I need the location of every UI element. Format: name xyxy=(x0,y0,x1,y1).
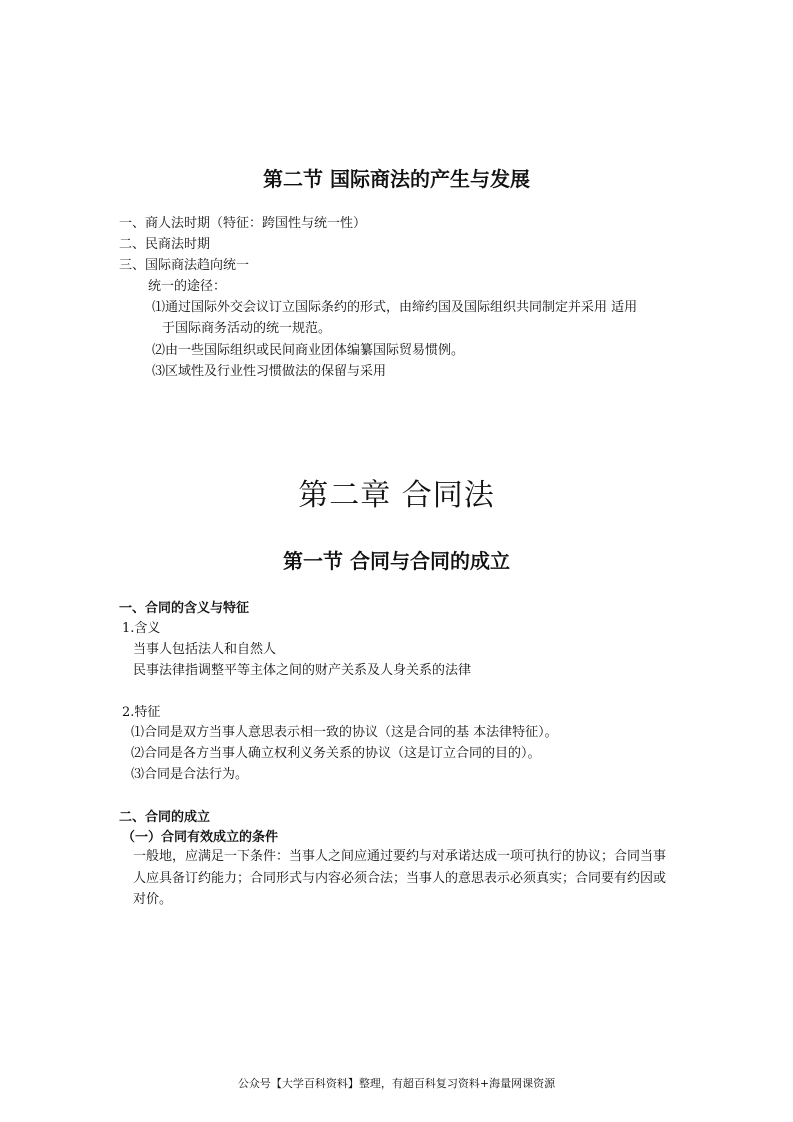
features-label: 2.特征 xyxy=(122,705,161,720)
list-item: ⑶区域性及行业性习惯做法的保留与采用 xyxy=(152,364,387,379)
section-title: 第一节 合同与合同的成立 xyxy=(283,549,510,573)
list-item: ⑴通过国际外交会议订立国际条约的形式，由缔约国及国际组织共同制定并采用 适用 xyxy=(152,300,638,315)
meaning-label: 1.含义 xyxy=(122,621,161,636)
part-heading: 一、合同的含义与特征 xyxy=(119,601,250,616)
part-heading: 二、合同的成立 xyxy=(119,810,211,825)
list-item: ⑴合同是双方当事人意思表示相一致的协议（这是合同的基 本法律特征）。 xyxy=(131,725,558,740)
list-item: 三、国际商法趋向统一 xyxy=(119,258,250,273)
footer-text: 公众号【大学百科资料】整理，有超百科复习资料+海量网课资源 xyxy=(237,1077,556,1090)
list-item: 一、商人法时期（特征：跨国性与统一性） xyxy=(119,216,367,231)
list-item: ⑵合同是各方当事人确立权利义务关系的协议（这是订立合同的目的）。 xyxy=(131,746,541,761)
list-item: 于国际商务活动的统一规范。 xyxy=(162,321,332,336)
list-item: ⑶合同是合法行为。 xyxy=(131,767,249,782)
list-item: 民事法律指调整平等主体之间的财产关系及人身关系的法律 xyxy=(133,663,472,678)
paragraph: 一般地，应满足一下条件：当事人之间应通过要约与对承诺达成一项可执行的协议；合同当事人应具备订约能力；合同形式与内容必须合法；当事人的意思表示必须真实；合同要有约因或对价。 xyxy=(133,849,667,907)
sub-heading: （一）合同有效成立的条件 xyxy=(122,830,279,845)
chapter-title: 第二章 合同法 xyxy=(298,478,495,513)
list-item: 当事人包括法人和自然人 xyxy=(133,642,277,657)
list-item: 二、民商法时期 xyxy=(119,237,211,252)
ways-label: 统一的途径： xyxy=(148,279,227,294)
section-title: 第二节 国际商法的产生与发展 xyxy=(263,167,530,191)
list-item: ⑵由一些国际组织或民间商业团体编纂国际贸易惯例。 xyxy=(152,343,465,358)
